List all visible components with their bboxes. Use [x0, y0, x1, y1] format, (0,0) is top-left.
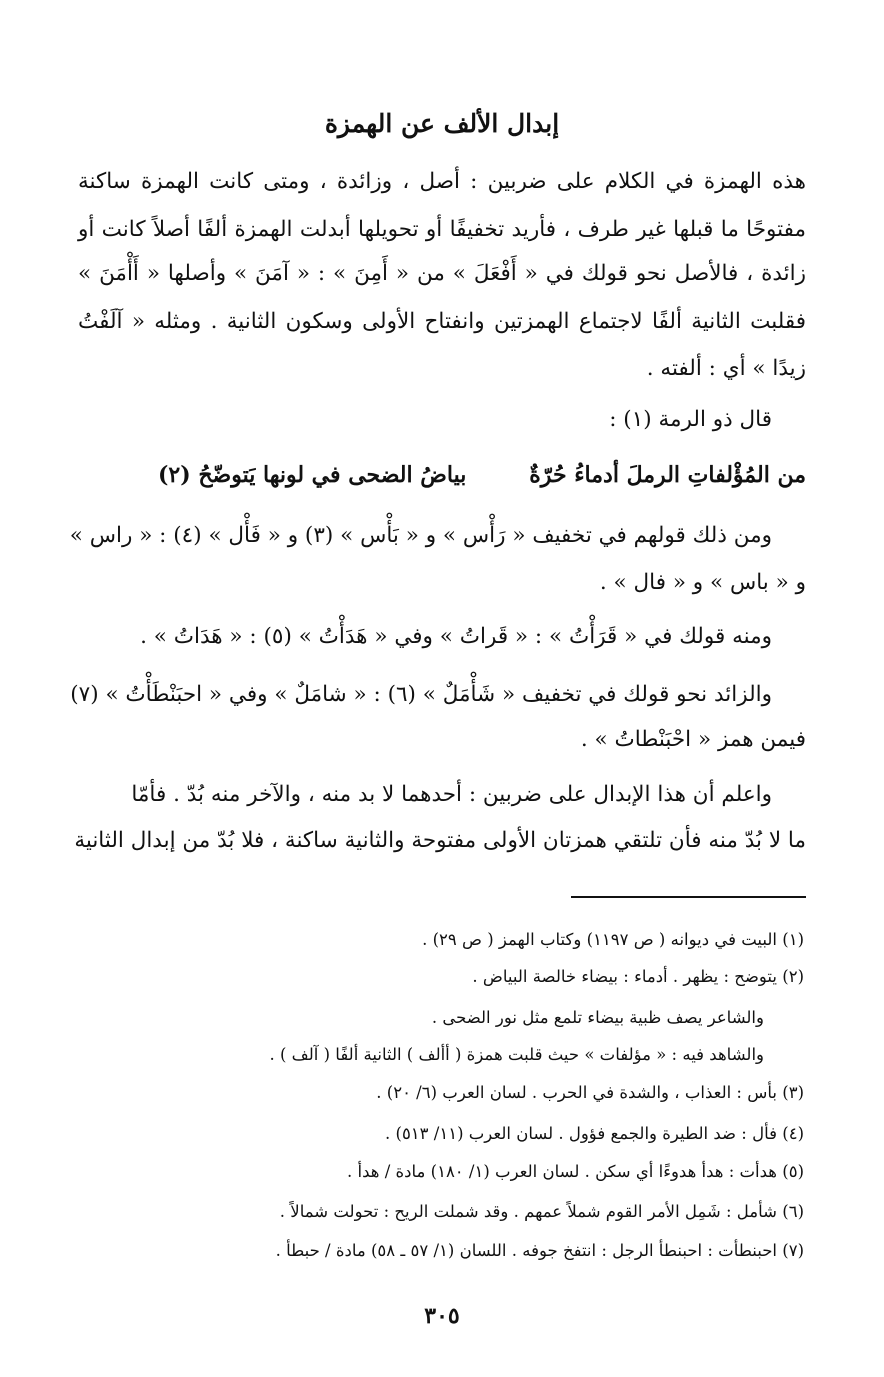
- footnote-1: (١) البيت في ديوانه ( ص ١١٩٧) وكتاب الهمز ( ص ٢٩) .: [422, 930, 804, 949]
- body-line-4: فقلبت الثانية ألفًا لاجتماع الهمزتين وانفتاح الأولى وسكون الثانية . ومثله « آلَفْتُ: [78, 309, 806, 334]
- body-line-9: والزائد نحو قولك في تخفيف « شَأْمَلٌ » (٦) : « شامَلٌ » وفي « احبَنْطَأْتُ » (٧): [70, 682, 772, 707]
- body-line-2: مفتوحًا ما قبلها غير طرف ، فأريد تخفيفًا أو تحويلها أبدلت الهمزة ألفًا أصلاً كانت أو: [78, 217, 806, 242]
- verse-intro: قال ذو الرمة (١) :: [609, 407, 772, 432]
- footnote-7: (٧) احبنطأت : احبنطأ الرجل : انتفخ جوفه . اللسان (١/ ٥٧ ـ ٥٨) مادة / حبطأ .: [275, 1241, 804, 1260]
- section-heading: إبدال الألف عن الهمزة: [324, 109, 560, 138]
- footnote-4: (٤) فأل : ضد الطيرة والجمع فؤول . لسان العرب (١١/ ٥١٣) .: [385, 1124, 804, 1143]
- poetry-verse: [78, 453, 806, 497]
- body-line-7: و « باس » و « فال » .: [599, 570, 806, 595]
- body-line-6: ومن ذلك قولهم في تخفيف « رَأْس » و « بَأْس » (٣) و « فَأْل » (٤) : « راس »: [69, 523, 772, 548]
- body-line-10: فيمن همز « احْبَنْطاتُ » .: [580, 727, 806, 752]
- footnote-5: (٥) هدأت : هدأ هدوءًا أي سكن . لسان العرب (١/ ١٨٠) مادة / هدأ .: [347, 1162, 804, 1181]
- page-number: ٣٠٥: [424, 1303, 460, 1329]
- body-line-11: واعلم أن هذا الإبدال على ضربين : أحدهما لا بد منه ، والآخر منه بُدّ . فأمّا: [131, 782, 772, 807]
- footnote-2-evidence: والشاهد فيه : « مؤلفات » حيث قلبت همزة ( أألف ) الثانية ألفًا ( آلف ) .: [269, 1045, 764, 1064]
- footnote-separator: [571, 896, 806, 898]
- footnote-2: (٢) يتوضح : يظهر . أدماء : بيضاء خالصة البياض .: [472, 967, 804, 986]
- body-line-3: زائدة ، فالأصل نحو قولك في « أَفْعَلَ » من « أَمِنَ » : « آمَنَ » وأصلها « أَأْمَنَ »: [78, 261, 806, 286]
- footnote-6: (٦) شأمل : شَمِل الأمر القوم شملاً عمهم . وقد شملت الريح : تحولت شمالاً .: [279, 1202, 804, 1221]
- body-line-1: هذه الهمزة في الكلام على ضربين : أصل ، وزائدة ، ومتى كانت الهمزة ساكنة: [78, 169, 806, 194]
- body-line-5: زيدًا » أي : ألفته .: [646, 356, 806, 381]
- body-line-8: ومنه قولك في « قَرَأْتُ » : « قَراتُ » وفي « هَدَأْتُ » (٥) : « هَدَاتُ » .: [140, 624, 772, 649]
- footnote-2-note: والشاعر يصف ظبية بيضاء تلمع مثل نور الضحى .: [431, 1008, 764, 1027]
- verse-second-hemistich: بياضُ الضحى في لونها يَتوضّحُ (٢): [158, 462, 467, 488]
- body-line-12: ما لا بُدّ منه فأن تلتقي همزتان الأولى مفتوحة والثانية ساكنة ، فلا بُدّ من إبدال الثانية: [74, 828, 806, 853]
- footnote-3: (٣) بأس : العذاب ، والشدة في الحرب . لسان العرب (٦/ ٢٠) .: [376, 1083, 804, 1102]
- verse-first-hemistich: من المُؤْلفاتِ الرملَ أدماءُ حُرّةٌ: [529, 462, 806, 488]
